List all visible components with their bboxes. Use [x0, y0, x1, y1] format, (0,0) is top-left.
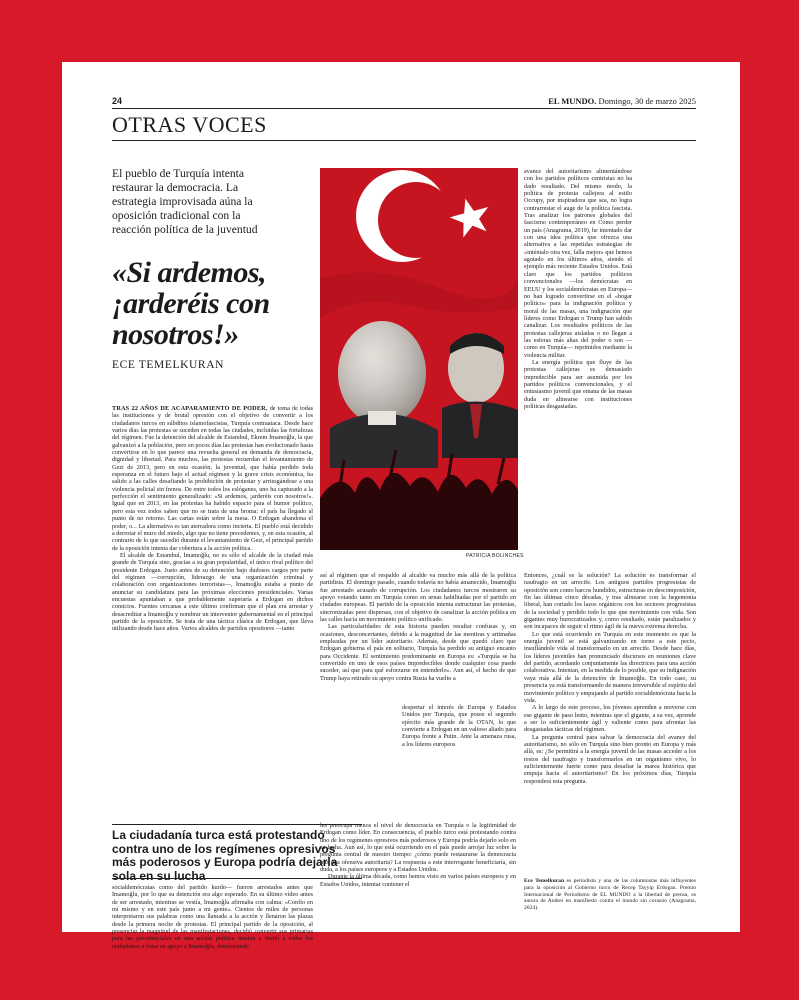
publication-name: EL MUNDO.	[548, 96, 597, 106]
body-paragraph: La pregunta central para salvar la democracia del avance del autoritarismo, no sólo en Turquía sino bien pronto en Europa y más allá, es: ¿Se permitirá a la energía juvenil de las masas acceder a los restos del naufragio y transformarlos en un organismo vivo, lo suficientemente fuerte como para desafiar la marea histórica que empuja hacia el autoritarismo? En los próximos días, Turquía responderá esta pregunta.	[524, 733, 696, 785]
body-column-3	[524, 168, 632, 550]
newspaper-page	[62, 62, 740, 950]
section-title: OTRAS VOCES	[112, 112, 267, 137]
lead-in: TRAS 22 AÑOS DE ACAPARAMIENTO DE PODER,	[112, 405, 268, 412]
body-paragraph: despertar el interés de Europa y Estados Unidos por Turquía, que posee el segundo ejército más grande de la OTAN, lo que convierte a Erdogan en un valioso aliado para Europa frente a Putin. Ante la amenaza rusa, a los líderes europeos	[402, 704, 516, 748]
byline: ECE TEMELKURAN	[112, 359, 225, 371]
body-column-2-bottom	[320, 822, 516, 930]
body-text: de toma de todas las instituciones y de brutal opresión con el objetivo de convertir a los ciudadanos turcos en súbditos islamofascistas, Turquía contraataca. Desde hace varios días las protestas se suceden en todas las ciudades, incluidas las fortalezas del régimen. Fue la detención del alcalde de Estambul, Ekrem İmamoğlu, la que galvanizó a la población, pero en pocos días las protestas han evolucionado hasta convertirse en lo que parece una revuelta general en demanda de democracia, dignidad y libertad. Para muchos, las protestas recuerdan el levantamiento de Gezi de 2013, pero en esta ocasión, la juventud, que había perdido toda esperanza en el futuro bajo el actual régimen y la grave crisis económica, ha salido a las calles desafiando la prohibición de protestar y arriesgándose a una violencia policial sin frenos. De entre todos los eslóganes, uno ha capturado a la perfección el sentimiento generalizado: «Si ardemos, ¡arderéis con nosotros!». Igual que en 2013, en las protestas ha habido espacio para el humor político, pero esta vez todos saben que no se trata de una broma: el país ha llegado al punto de no retorno. Las cartas están sobre la mesa. O Erdogan abandona el poder, o... La alternativa es tan aterradora como incierta. El pueblo está decidido a derrotar el muro del miedo, algo que no tiene precedentes, y, en esta ocasión, al contrario de lo que sucedió durante el levantamiento de Gezi, el principal partido de la oposición intenta dar cobertura a la acción política.	[112, 405, 314, 552]
bio-name: Ece Temelkuran	[524, 878, 565, 884]
body-column-1-bottom	[112, 884, 313, 950]
body-paragraph: socialdemócratas como del partido kurdo— fueron arrestados antes que İmamoğlu, por lo que su detención era algo esperado. En su último vídeo antes de ser arrestado, mientras se vestía, İmamoğlu afirmaba con calma: «Confío en mí mismo y en este país junto a mi gente». Cientos de miles de personas interpretaron sus palabras como una llamada a la acción y llenaron las plazas desde la primera noche de protestas. El principal partido de la oposición, al presenciar la magnitud de las manifestaciones, decidió convertir sus primarias para las presidenciales en una acción política masiva e invitó a todos los ciudadanos a votar en apoyo a İmamoğlu, demostrando	[112, 884, 313, 950]
body-paragraph: avance del autoritarismo alimentándose con los partidos políticos centristas no ha dado resultado. Del mismo modo, la política de protesta callejera al estilo Occupy, por inspiradora que sea, no logra contrarrestar el auge de la política fascista. Tras analizar los patrones globales del fascismo contemporáneo en Cómo perder un país (Anagrama, 2019), he intentado dar con una idea política que ofrezca una alternativa a las repetidas estrategias de «inténtalo otra vez, falla mejor» que hemos agotado en los últimos años, siendo el ejemplo más reciente Estados Unidos. Está claro que los partidos políticos convencionales —los demócratas en EEUU y los socialdemócratas en Europa— no han logrado convertirse en el «hogar político» para la indignación política y moral de las masas, una indignación que líderes como Erdogan o Trump han sabido canalizar. Los resultados políticos de las protestas callejeras aisladas o no llegan a las esferas más altas del poder o son —como en Turquía— reprimidos mediante la violencia militar.	[524, 168, 632, 359]
body-column-1	[112, 405, 313, 821]
masthead-date	[548, 96, 696, 106]
page-number: 24	[112, 96, 123, 106]
illustration	[320, 168, 518, 550]
body-paragraph: La energía política que fluye de las protestas callejeras es demasiado impredecible para ser asumida por los partidos políticos convencionales, y el entusiasmo juvenil que emana de las masas duda en alinearse con instituciones políticas desgastadas.	[524, 358, 632, 410]
body-paragraph: A lo largo de este proceso, los jóvenes aprenden a moverse con ese gigante de paso lento, mientras que el gigante, a su vez, aprende a ser lo suficientemente ágil y valiente como para afrontar las desgastadas tácticas del régimen.	[524, 704, 696, 734]
header-rule	[112, 108, 696, 109]
issue-date: Domingo, 30 de marzo 2025	[598, 96, 696, 106]
author-bio	[524, 878, 696, 928]
headline: «Si ardemos, ¡arderéis con nosotros!»	[112, 256, 270, 351]
body-column-2	[320, 572, 516, 704]
body-paragraph: les preocupa menos el nivel de democracia en Turquía o la legitimidad de Erdogan como líder. En consecuencia, el pueblo turco está protestando contra uno de los regímenes opresivos más poderosos y Europa podría dejarlo solo en su lucha. Aun así, lo que está ocurriendo en el país puede arrojar luz sobre la pregunta central de nuestro tiempo: ¿cómo puede restaurarse la democracia tras una ofensiva autoritaria? La respuesta a este interrogante beneficiaría, sin duda, a los países europeos y a Estados Unidos.	[320, 822, 516, 874]
body-paragraph: Durante la última década, como hemos visto en varios países europeos y en Estados Unidos, intentar contener el	[320, 873, 516, 888]
body-column-2-narrow	[402, 704, 516, 819]
pull-quote: La ciudadanía turca está protestando contra uno de los regímenes opresivos más poderosos y Europa podría dejarla sola en su lucha	[112, 828, 338, 883]
standfirst: El pueblo de Turquía intenta restaurar la democracia. La estrategia improvisada aúna la oposición tradicional con la reacción política de la juventud	[112, 167, 258, 236]
turkish-flag-illustration	[320, 168, 518, 550]
body-column-3-wide	[524, 572, 696, 874]
body-paragraph: así al régimen que el respaldo al alcalde va mucho más allá de la política partidista. El domingo pasado, cuando todavía no había amanecido, İmamoğlu fue arrestado acusado de corrupción. Los ciudadanos turcos mostraron su apoyo votando tanto en Turquía como en urnas habilitadas por el partido en ciudades europeas. El partido de la oposición intenta estructurar las protestas, sincronizadas pero dispersas, con el objetivo de canalizar la acción política en las calles hacia un movimiento político unificado.	[320, 572, 516, 624]
body-paragraph: El alcalde de Estambul, İmamoğlu, no es sólo el alcalde de la ciudad más grande de Turquía sino, gracias a su gran popularidad, el único rival político del presidente Erdogan. Justo antes de su detención bajo dudosos cargos por parte del régimen —corrupción, liderazgo de una organización criminal y colaboración con organizaciones terroristas—, İmamoğlu estaba a punto de anunciar su candidatura para las próximas elecciones presidenciales. Varias encuestas apuntaban a que probablemente superaría a Erdogan en dichos comicios. Fuentes cercanas a este último confirman que el plan era arrestar y desacreditar a İmamoğlu y nombrar un interventor gubernamental en el principal partido de la oposición. Se trata de una táctica clásica de Erdogan, que lleva utilizando desde hace años. Varios alcaldes de partidos opositores —tanto	[112, 551, 313, 633]
body-paragraph: Las particularidades de esta historia pueden resultar confusas y, en ocasiones, desconcertantes, debido a la magnitud de las mentiras y artimañas empleadas por un líder autoritario. Además, desde que quedó claro que Erdogan gobierna el país en solitario, Turquía ha perdido su antiguo encanto para Occidente. El sentimiento predominante en Europa es: «Turquía se ha convertido en uno de esos países impredecibles donde cualquier cosa puede suceder, así que para qué esforzarse en entenderlo». Aun así, el hecho de que Trump haya retirado su apoyo contra Rusia ha vuelto a	[320, 623, 516, 682]
body-paragraph: Entonces, ¿cuál es la solución? La solución es transformar el naufragio en un arrecife. Los antiguos partidos progresistas de oposición son como barcos hundidos, estructuras en descomposición, fin las últimas cinco décadas, y tras alinearse con la hegemonía liberal, han cortado los lazos orgánicos con los sectores progresistas de la sociedad y perdido todo lo que que movimiento con vida. Son gigantes muy burocratizados y, como resultado, están paralizados y son incapaces de seguir el ritmo ágil de la nueva extrema derecha.	[524, 572, 696, 631]
bio-text: es periodista y una de las columnistas más influyentes para la oposición al Gobierno turco de Recep Tayyip Erdogan. Premio Internacional de Periodismo de EL MUNDO a la libertad de prensa, es autora de Andrei en manifiesto contra el mundo sin corazón (Anagrama, 2024).	[524, 878, 696, 912]
photo-credit: PATRICIA BOLINCHES	[466, 553, 524, 559]
body-paragraph: Lo que está ocurriendo en Turquía en este momento es que la energía juvenil se está galvanizando en torno a este pecio, insuflándole vida al transformarlo en un arrecife. Desde hace días, los líderes juveniles han pronunciado discursos en reuniones clave del partido, acordando conjuntamente las directrices para una acción colaborativa. Intentan, en la medida de lo posible, que su indignación vaya más allá de la detención de İmamoğlu. En todo caso, su presencia ya está transformando de manera irreversible el espíritu del movimiento político y empujando al partido socialdemócrata hacia la vida.	[524, 630, 696, 704]
section-rule	[112, 140, 696, 141]
